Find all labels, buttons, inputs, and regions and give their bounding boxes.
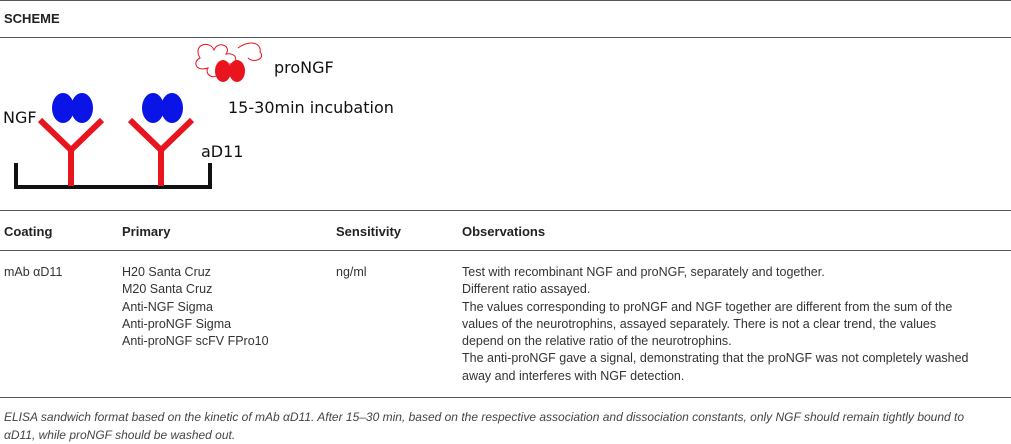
plate-right-wall — [208, 163, 212, 189]
elisa-scheme-diagram — [0, 38, 400, 198]
plate — [14, 163, 212, 189]
antibody-stem — [68, 148, 74, 186]
antibody-left — [40, 120, 102, 186]
ad11-label: aD11 — [201, 142, 244, 161]
header-coating: Coating — [4, 224, 53, 239]
scheme-title: SCHEME — [4, 11, 60, 26]
primary-item: M20 Santa Cruz — [122, 282, 213, 297]
observation-line: values of the neurotrophins, assayed separately. There is not a clear trend, the values — [462, 316, 937, 331]
ngf-molecule-left — [52, 93, 93, 123]
header-bottom-rule — [0, 250, 1011, 251]
coating-value: mAb αD11 — [4, 265, 63, 279]
pro-domain-tail — [238, 43, 262, 60]
ngf-molecule-right — [142, 93, 183, 123]
sensitivity-value: ng/ml — [336, 265, 367, 279]
header-primary: Primary — [122, 224, 171, 239]
ngf-blob — [142, 93, 164, 123]
ngf-blob — [52, 93, 74, 123]
antibody-right — [130, 120, 192, 186]
pro-ngf-blob-right — [229, 60, 245, 82]
primary-item: Anti-proNGF Sigma — [122, 316, 232, 331]
primary-item: Anti-proNGF scFV FPro10 — [122, 334, 269, 349]
observation-line: away and interferes with NGF detection. — [462, 368, 685, 383]
primary-item: H20 Santa Cruz — [122, 265, 211, 279]
pro-ngf-label: proNGF — [274, 58, 334, 77]
cell-coating — [4, 264, 62, 281]
header-top-rule — [0, 210, 1011, 211]
header-observations: Observations — [462, 224, 546, 239]
pro-ngf-blob-left — [215, 60, 231, 82]
ngf-blob — [161, 93, 183, 123]
plate-base — [14, 185, 212, 189]
pro-ngf-molecule — [196, 43, 262, 82]
observation-line: Different ratio assayed. — [462, 282, 591, 297]
observation-line: The values corresponding to proNGF and NGF together are different from the sum of the — [462, 299, 953, 314]
cell-observations — [462, 264, 969, 385]
elisa-scheme-svg — [0, 38, 400, 198]
cell-sensitivity — [336, 264, 367, 281]
antibody-stem — [158, 148, 164, 186]
antibody-arm-left — [40, 120, 71, 150]
antibody-arm-left — [130, 120, 161, 150]
primary-item: Anti-NGF Sigma — [122, 299, 213, 314]
incubation-label: 15-30min incubation — [228, 98, 394, 117]
table-caption — [4, 408, 1009, 444]
observation-line: depend on the relative ratio of the neurotrophins. — [462, 334, 732, 349]
table-bottom-rule — [0, 397, 1011, 398]
cell-primary — [122, 264, 269, 350]
antibody-arm-right — [161, 120, 192, 150]
ngf-label: NGF — [3, 108, 37, 127]
observation-line: The anti-proNGF gave a signal, demonstrating that the proNGF was not completely washed — [462, 351, 969, 366]
antibody-arm-right — [71, 120, 102, 150]
header-sensitivity: Sensitivity — [336, 224, 402, 239]
plate-left-wall — [14, 163, 18, 189]
caption-line: ELISA sandwich format based on the kinetic of mAb αD11. After 15–30 min, based on the respective association and dissociation constants, only NGF should remain tightly bound to — [4, 410, 965, 424]
observation-line: Test with recombinant NGF and proNGF, separately and together. — [462, 265, 825, 279]
caption-line: αD11, while proNGF should be washed out. — [4, 428, 236, 442]
top-rule — [0, 0, 1011, 1]
ngf-blob — [71, 93, 93, 123]
